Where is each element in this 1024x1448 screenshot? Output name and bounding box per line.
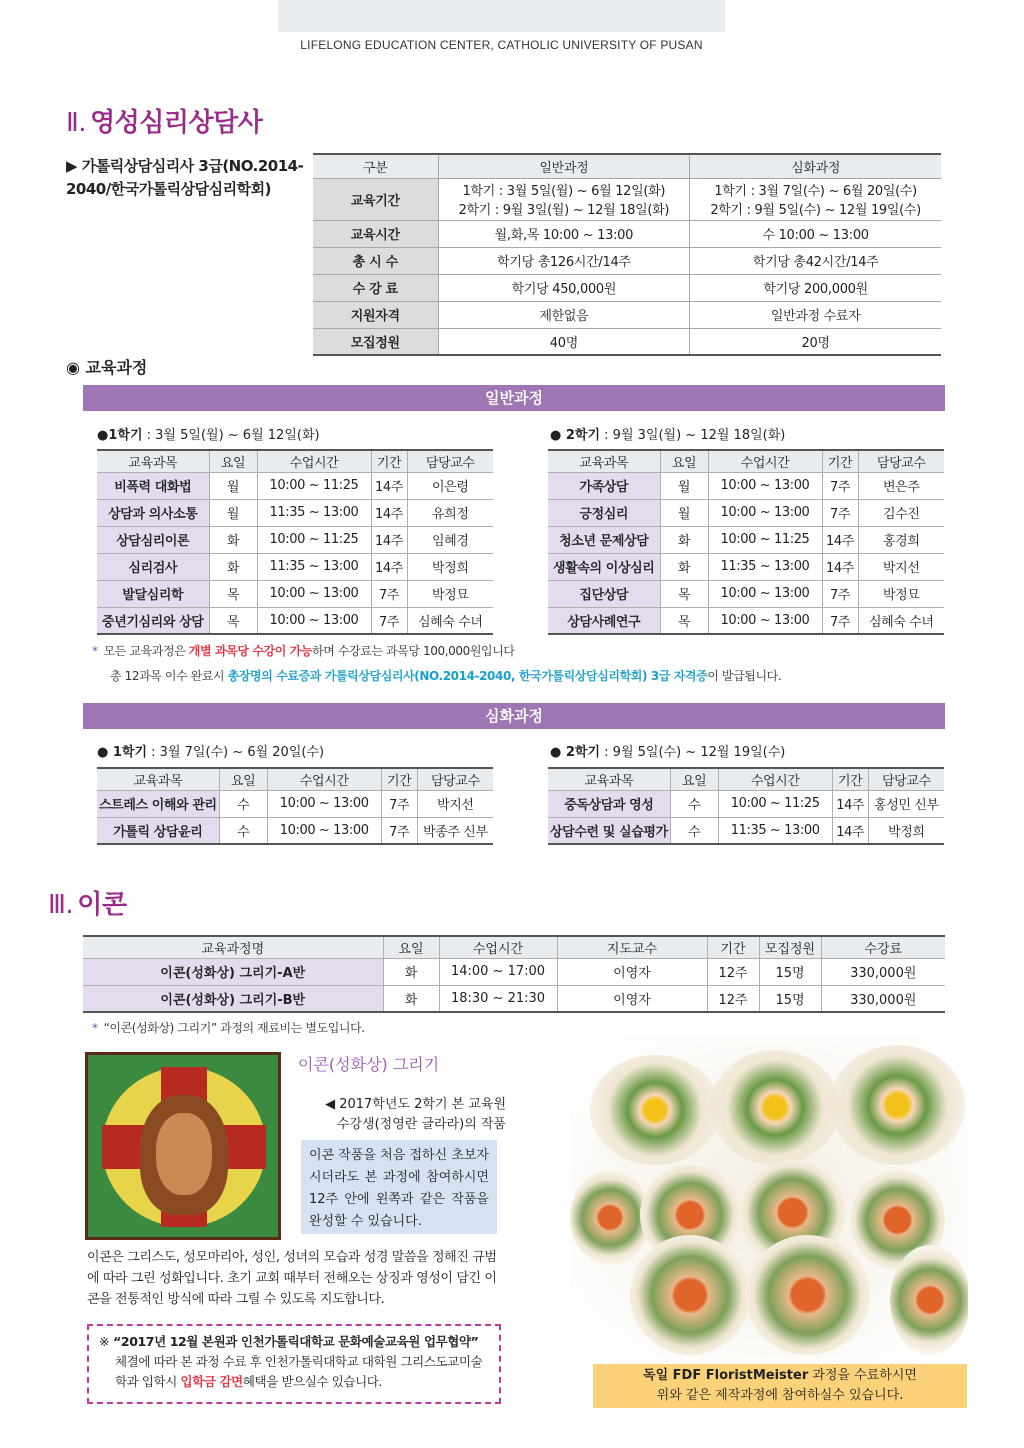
professor: 박정희: [868, 817, 944, 844]
agreement-title: “2017년 12월 본원과 인천가톨릭대학교 문화예술교육원 업무협약”: [113, 1334, 479, 1349]
table-row: [548, 499, 944, 526]
instructor: 이영자: [557, 958, 707, 985]
general-cell: 제한없음: [438, 301, 690, 328]
duration: 7주: [822, 499, 858, 526]
general-cell: [438, 178, 690, 220]
capacity: 15명: [759, 985, 821, 1012]
general-cell: 40명: [438, 328, 690, 355]
florist-info-box: [593, 1364, 967, 1408]
row-label: 지원자격: [313, 301, 438, 328]
time: 11:35 ~ 13:00: [257, 499, 371, 526]
subject: 청소년 문제상담: [548, 526, 660, 553]
flower-bouquet: [630, 1235, 750, 1355]
summary-row: [313, 247, 941, 274]
table-row: [97, 817, 493, 844]
col-header: 수강료: [821, 936, 945, 958]
duration: 14주: [832, 790, 868, 817]
col-header: 교육과목: [548, 450, 660, 472]
professor: 박지선: [417, 790, 493, 817]
icon-image-title: 이콘(성화상) 그리기: [298, 1055, 440, 1074]
material-note: [92, 1019, 365, 1036]
table-row: [97, 472, 493, 499]
duration: 14주: [822, 526, 858, 553]
advanced-cell: 학기당 200,000원: [690, 274, 941, 301]
duration: 7주: [371, 580, 407, 607]
professor: 이은령: [407, 472, 493, 499]
note-text: 모든 교육과정은: [103, 644, 189, 658]
day: 목: [660, 580, 708, 607]
table-row: [97, 553, 493, 580]
table-row: [97, 790, 493, 817]
section-2-roman: Ⅱ.: [66, 108, 87, 138]
period-line: 2학기 : 9월 5일(수) ~ 12월 19일(수): [710, 203, 921, 218]
icon-course-table: [83, 935, 945, 1013]
subject: 스트레스 이해와 관리: [97, 790, 219, 817]
subject: 가톨릭 상담윤리: [97, 817, 219, 844]
advanced-sem1-table: [97, 767, 493, 845]
instructor: 이영자: [557, 985, 707, 1012]
professor: 박종주 신부: [417, 817, 493, 844]
day: 월: [209, 499, 257, 526]
section-3-title-text: 이콘: [77, 890, 127, 920]
general-cell: 학기당 총126시간/14주: [438, 247, 690, 274]
subject: 상담사례연구: [548, 607, 660, 634]
caption-line: ◀ 2017학년도 2학기 본 교육원: [325, 1097, 506, 1112]
summary-row: [313, 328, 941, 355]
col-header: 수업시간: [718, 768, 832, 790]
professor: 박정묘: [407, 580, 493, 607]
day: 수: [670, 817, 718, 844]
agreement-text: 혜택을 받으실수 있습니다.: [242, 1374, 383, 1389]
caption-line: 수강생(정영란 글라라)의 작품: [336, 1117, 506, 1132]
table-row: [97, 607, 493, 634]
col-header: 수업시간: [257, 450, 371, 472]
row-label: 교육시간: [313, 220, 438, 247]
general-sem2-label: [550, 424, 785, 443]
col-header: 교육과목: [548, 768, 670, 790]
period-line: 1학기 : 3월 5일(월) ~ 6월 12일(화): [462, 184, 666, 199]
summary-table: [313, 153, 941, 356]
note-text: 총 12과목 이수 완료시: [110, 669, 228, 683]
section-2-title: [66, 102, 262, 139]
col-header: 요일: [209, 450, 257, 472]
time: 10:00 ~ 13:00: [267, 817, 381, 844]
subject: 생활속의 이상심리: [548, 553, 660, 580]
summary-row: [313, 178, 941, 220]
day: 월: [660, 499, 708, 526]
curriculum-label: ◉ 교육과정: [66, 358, 148, 377]
note-highlight: 총장명의 수료증과 가톨릭상담심리사(NO.2014-2040, 한국가톨릭상담심리학회) 3급 자격증: [227, 669, 708, 683]
general-sem1-table: [97, 449, 493, 635]
day: 화: [383, 958, 439, 985]
subject: 상담수련 및 실습평가: [548, 817, 670, 844]
day: 월: [660, 472, 708, 499]
summary-header: 심화과정: [690, 154, 941, 178]
day: 화: [660, 553, 708, 580]
col-header: 담당교수: [417, 768, 493, 790]
professor: 심혜숙 수녀: [407, 607, 493, 634]
duration: 7주: [381, 790, 417, 817]
sem-dates: : 9월 5일(수) ~ 12월 19일(수): [600, 745, 786, 760]
time: 11:35 ~ 13:00: [257, 553, 371, 580]
day: 수: [670, 790, 718, 817]
general-note-2: [110, 667, 781, 684]
flower-nest: [830, 1045, 965, 1165]
duration: 7주: [381, 817, 417, 844]
time: 10:00 ~ 11:25: [718, 790, 832, 817]
day: 수: [219, 817, 267, 844]
note-highlight: 개별 과목당 수강이 가능: [188, 644, 313, 658]
agreement-highlight: 입학금 감면: [180, 1374, 243, 1389]
col-header: 요일: [383, 936, 439, 958]
summary-row: [313, 301, 941, 328]
general-note-1: [92, 642, 515, 659]
table-row: [548, 580, 944, 607]
subject: 긍정심리: [548, 499, 660, 526]
professor: 박정묘: [858, 580, 944, 607]
time: 11:35 ~ 13:00: [718, 817, 832, 844]
duration: 12주: [707, 958, 759, 985]
course-name: 이콘(성화상) 그리기-B반: [83, 985, 383, 1012]
florist-text: 위와 같은 제작과정에 참여하실수 있습니다.: [656, 1388, 904, 1403]
sem-title: ● 2학기: [550, 428, 601, 443]
time: 18:30 ~ 21:30: [439, 985, 557, 1012]
professor: 심혜숙 수녀: [858, 607, 944, 634]
col-header: 요일: [660, 450, 708, 472]
duration: 7주: [822, 472, 858, 499]
professor: 홍성민 신부: [868, 790, 944, 817]
summary-header: 구분: [313, 154, 438, 178]
subject: 비폭력 대화법: [97, 472, 209, 499]
florist-title: 독일 FDF FloristMeister: [643, 1368, 809, 1383]
fee: 330,000원: [821, 958, 945, 985]
flower-arrangement-image: [570, 1035, 968, 1365]
advanced-cell: 학기당 총42시간/14주: [690, 247, 941, 274]
col-header: 요일: [219, 768, 267, 790]
general-cell: 학기당 450,000원: [438, 274, 690, 301]
col-header: 교육과정명: [83, 936, 383, 958]
agreement-notice-box: [87, 1324, 501, 1404]
section-3-roman: Ⅲ.: [48, 890, 74, 920]
advanced-cell: 수 10:00 ~ 13:00: [690, 220, 941, 247]
col-header: 수업시간: [267, 768, 381, 790]
duration: 12주: [707, 985, 759, 1012]
summary-row: [313, 274, 941, 301]
col-header: 교육과목: [97, 450, 209, 472]
face-shape: [156, 1113, 212, 1195]
professor: 임혜경: [407, 526, 493, 553]
day: 화: [209, 526, 257, 553]
subject: 발달심리학: [97, 580, 209, 607]
time: 10:00 ~ 13:00: [267, 790, 381, 817]
duration: 14주: [371, 472, 407, 499]
table-row: [97, 526, 493, 553]
sem-dates: : 9월 3일(월) ~ 12월 18일(화): [600, 428, 786, 443]
asterisk-icon: *: [92, 644, 98, 658]
table-row: [548, 472, 944, 499]
note-text: “이콘(성화상) 그리기” 과정의 재료비는 별도입니다.: [103, 1021, 365, 1035]
advanced-sem1-label: [97, 741, 324, 760]
col-header: 기간: [822, 450, 858, 472]
org-header: LIFELONG EDUCATION CENTER, CATHOLIC UNIVERSITY OF PUSAN: [300, 38, 703, 52]
col-header: 기간: [832, 768, 868, 790]
table-row: [83, 958, 945, 985]
section-3-title: [48, 884, 126, 921]
time: 10:00 ~ 13:00: [708, 499, 822, 526]
col-header: 요일: [670, 768, 718, 790]
general-course-band: 일반과정: [83, 385, 945, 411]
sem-title: ● 2학기: [550, 745, 601, 760]
time: 10:00 ~ 11:25: [708, 526, 822, 553]
asterisk-icon: *: [92, 1021, 98, 1035]
table-row: [548, 553, 944, 580]
professor: 홍경희: [858, 526, 944, 553]
advanced-cell: [690, 178, 941, 220]
row-label: 총 시 수: [313, 247, 438, 274]
professor: 변은주: [858, 472, 944, 499]
row-label: 수 강 료: [313, 274, 438, 301]
icon-description: 이콘은 그리스도, 성모마리아, 성인, 성녀의 모습과 성경 말씀을 정해진 규범에 따라 그린 성화입니다. 초기 교회 때부터 전해오는 상징과 영성이 담긴 이콘을 전통적인 방식에 따라 그릴 수 있도록 지도합니다.: [87, 1250, 497, 1307]
professor: 김수진: [858, 499, 944, 526]
day: 월: [209, 472, 257, 499]
col-header: 교육과목: [97, 768, 219, 790]
advanced-sem2-table: [548, 767, 944, 845]
section-2-title-text: 영성심리상담사: [90, 108, 263, 138]
agreement-text: 체결에 따라 본 과정 수료 후 인천가톨릭대학교 대학원 그리스도교미술학과 입학시: [115, 1354, 483, 1389]
flower-nest: [590, 1055, 720, 1165]
day: 화: [209, 553, 257, 580]
time: 10:00 ~ 13:00: [708, 580, 822, 607]
day: 화: [660, 526, 708, 553]
time: 14:00 ~ 17:00: [439, 958, 557, 985]
subject: 중년기심리와 상담: [97, 607, 209, 634]
subject: 심리검사: [97, 553, 209, 580]
icon-image-caption: [316, 1095, 506, 1135]
col-header: 담당교수: [407, 450, 493, 472]
flower-bouquet: [745, 1235, 870, 1355]
subject: 상담과 의사소통: [97, 499, 209, 526]
professor: 박지선: [858, 553, 944, 580]
subject: 중독상담과 영성: [548, 790, 670, 817]
general-sem1-label: [97, 424, 320, 443]
col-header: 모집정원: [759, 936, 821, 958]
beginner-info-box: 이콘 작품을 처음 접하신 초보자시더라도 본 과정에 참여하시면 12주 안에 왼쪽과 같은 작품을 완성할 수 있습니다.: [301, 1140, 497, 1234]
subject: 상담심리이론: [97, 526, 209, 553]
col-header: 기간: [707, 936, 759, 958]
flower-bouquet: [570, 1170, 650, 1265]
top-decorative-band: [278, 0, 725, 32]
professor: 유희정: [407, 499, 493, 526]
summary-row: [313, 220, 941, 247]
time: 11:35 ~ 13:00: [708, 553, 822, 580]
flower-bouquet: [890, 1245, 968, 1355]
time: 10:00 ~ 13:00: [708, 472, 822, 499]
note-text: 하며 수강료는 과목당 100,000원입니다: [312, 644, 515, 658]
duration: 14주: [371, 499, 407, 526]
florist-text: 과정을 수료하시면: [808, 1368, 917, 1383]
duration: 14주: [371, 526, 407, 553]
reference-mark-icon: ※: [99, 1334, 110, 1349]
row-label: 모집정원: [313, 328, 438, 355]
duration: 14주: [822, 553, 858, 580]
fee: 330,000원: [821, 985, 945, 1012]
table-row: [97, 499, 493, 526]
col-header: 수업시간: [708, 450, 822, 472]
capacity: 15명: [759, 958, 821, 985]
row-label: 교육기간: [313, 178, 438, 220]
day: 목: [209, 580, 257, 607]
sem-dates: : 3월 7일(수) ~ 6월 20일(수): [147, 745, 325, 760]
col-header: 담당교수: [868, 768, 944, 790]
col-header: 수업시간: [439, 936, 557, 958]
icon-painting-image: [85, 1052, 281, 1240]
table-row: [83, 985, 945, 1012]
col-header: 지도교수: [557, 936, 707, 958]
col-header: 담당교수: [858, 450, 944, 472]
period-line: 1학기 : 3월 7일(수) ~ 6월 20일(수): [714, 184, 917, 199]
advanced-course-band: 심화과정: [83, 703, 945, 729]
subject: 집단상담: [548, 580, 660, 607]
duration: 7주: [371, 607, 407, 634]
day: 수: [219, 790, 267, 817]
col-header: 기간: [381, 768, 417, 790]
time: 10:00 ~ 13:00: [257, 607, 371, 634]
time: 10:00 ~ 11:25: [257, 472, 371, 499]
day: 목: [660, 607, 708, 634]
advanced-cell: 20명: [690, 328, 941, 355]
course-name: 이콘(성화상) 그리기-A반: [83, 958, 383, 985]
note-text: 이 발급됩니다.: [707, 669, 782, 683]
advanced-sem2-label: [550, 741, 785, 760]
table-row: [548, 607, 944, 634]
sem-dates: : 3월 5일(월) ~ 6월 12일(화): [142, 428, 320, 443]
table-row: [97, 580, 493, 607]
advanced-cell: 일반과정 수료자: [690, 301, 941, 328]
flower-nest: [710, 1050, 840, 1165]
summary-header: 일반과정: [438, 154, 690, 178]
duration: 7주: [822, 580, 858, 607]
time: 10:00 ~ 13:00: [257, 580, 371, 607]
professor: 박정희: [407, 553, 493, 580]
col-header: 기간: [371, 450, 407, 472]
duration: 14주: [371, 553, 407, 580]
general-cell: 월,화,목 10:00 ~ 13:00: [438, 220, 690, 247]
time: 10:00 ~ 13:00: [708, 607, 822, 634]
period-line: 2학기 : 9월 3일(월) ~ 12월 18일(화): [458, 203, 670, 218]
time: 10:00 ~ 11:25: [257, 526, 371, 553]
day: 화: [383, 985, 439, 1012]
duration: 14주: [832, 817, 868, 844]
duration: 7주: [822, 607, 858, 634]
table-row: [548, 790, 944, 817]
subject: 가족상담: [548, 472, 660, 499]
general-sem2-table: [548, 449, 944, 635]
sem-title: ●1학기: [97, 428, 143, 443]
sem-title: ● 1학기: [97, 745, 148, 760]
table-row: [548, 817, 944, 844]
day: 목: [209, 607, 257, 634]
certificate-line: ▶ 가톨릭상담심리사 3급(NO.2014-2040/한국가톨릭상담심리학회): [66, 157, 304, 198]
table-row: [548, 526, 944, 553]
